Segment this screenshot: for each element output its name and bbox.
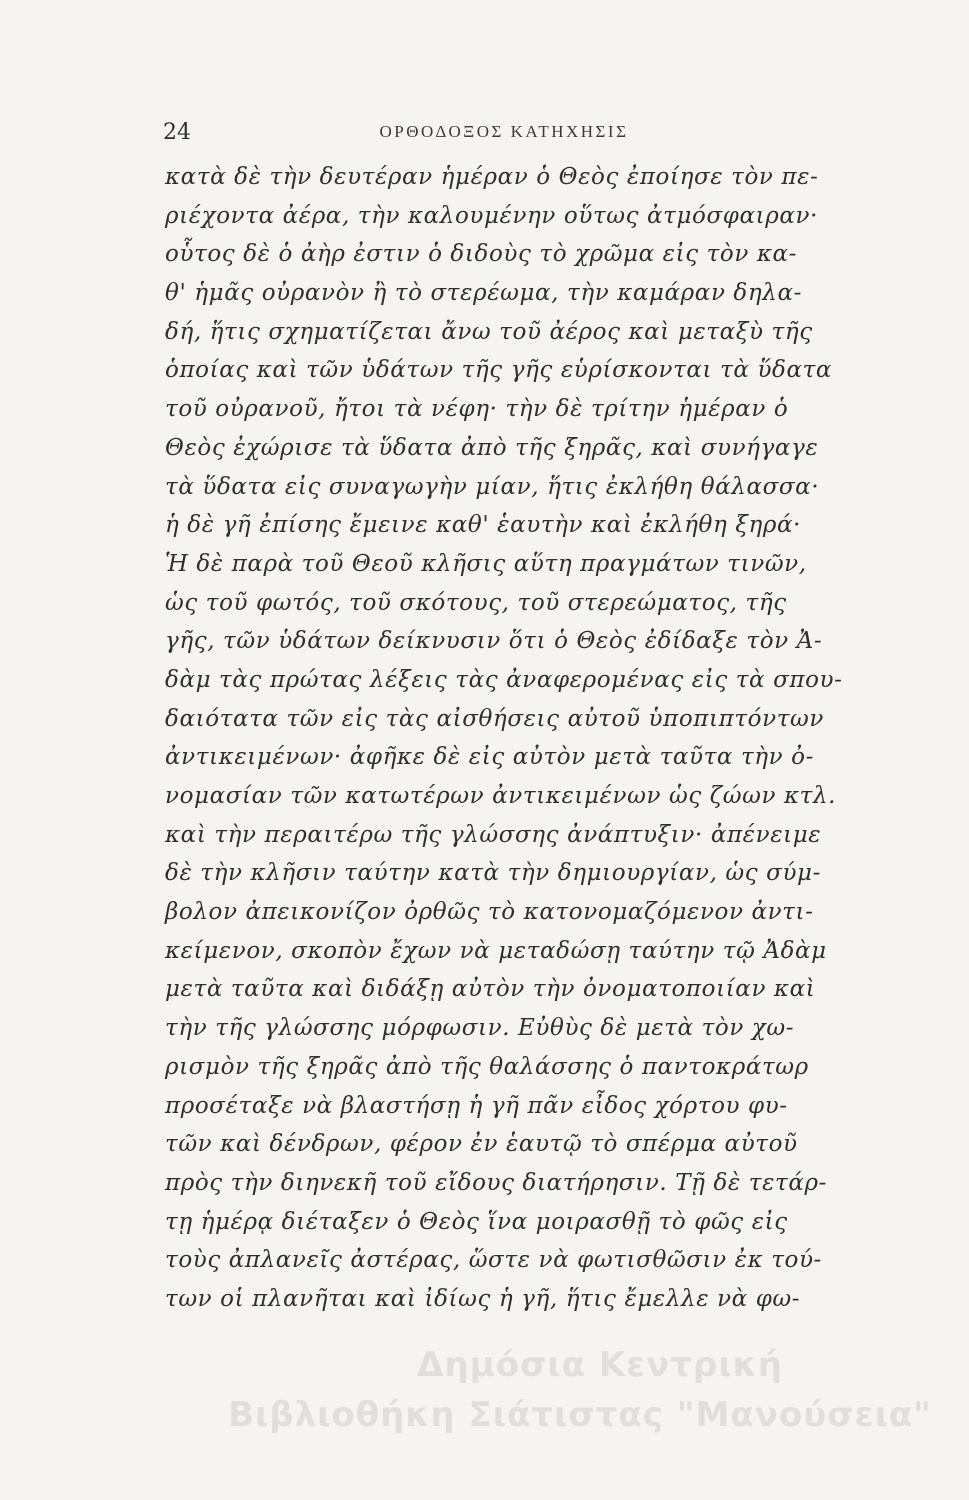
running-title: ΟΡΘΟΔΟΞΟΣ ΚΑΤΗΧΗΣΙΣ — [379, 122, 629, 141]
text-line: ριέχοντα ἀέρα, τὴν καλουμένην οὕτως ἀτμόσφαιραν· — [165, 202, 818, 229]
body-text — [165, 158, 855, 1319]
watermark-line-2: Βιβλιοθήκη Σιάτιστας "Μανούσεια" — [228, 1395, 932, 1435]
text-line: οὗτος δὲ ὁ ἀὴρ ἐστιν ὁ διδοὺς τὸ χρῶμα εἰς τὸν κα- — [165, 241, 798, 268]
text-line: γῆς, τῶν ὑδάτων δείκνυσιν ὅτι ὁ Θεὸς ἐδίδαξε τὸν Ἀ- — [165, 628, 823, 655]
text-line: ρισμὸν τῆς ξηρᾶς ἀπὸ τῆς θαλάσσης ὁ παντοκράτωρ — [165, 1053, 809, 1080]
watermark-line-1: Δημόσια Κεντρική — [417, 1345, 783, 1385]
text-line: καὶ τὴν περαιτέρω τῆς γλώσσης ἀνάπτυξιν· ἀπένειμε — [165, 821, 822, 848]
text-line: τοὺς ἀπλανεῖς ἀστέρας, ὥστε νὰ φωτισθῶσιν ἐκ τού- — [165, 1247, 822, 1274]
text-line: προσέταξε νὰ βλαστήσῃ ἡ γῆ πᾶν εἶδος χόρτου φυ- — [165, 1092, 788, 1119]
text-line: ἀντικειμένων· ἀφῆκε δὲ εἰς αὐτὸν μετὰ ταῦτα τὴν ὀ- — [165, 744, 814, 771]
text-line: τὴν τῆς γλώσσης μόρφωσιν. Εὐθὺς δὲ μετὰ τὸν χω- — [165, 1015, 795, 1042]
text-line: τοῦ οὐρανοῦ, ἤτοι τὰ νέφη· τὴν δὲ τρίτην ἡμέραν ὁ — [165, 396, 789, 423]
text-line: ὁποίας καὶ τῶν ὑδάτων τῆς γῆς εὑρίσκονται τὰ ὕδατα — [165, 357, 833, 384]
text-line: μετὰ ταῦτα καὶ διδάξῃ αὐτὸν τὴν ὀνοματοποιίαν καὶ — [165, 976, 816, 1003]
text-line: δή, ἥτις σχηματίζεται ἄνω τοῦ ἀέρος καὶ μεταξὺ τῆς — [165, 318, 813, 345]
page-number: 24 — [163, 120, 191, 145]
text-line: τῶν καὶ δένδρων, φέρον ἐν ἑαυτῷ τὸ σπέρμα αὐτοῦ — [165, 1131, 798, 1158]
text-line: τὰ ὕδατα εἰς συναγωγὴν μίαν, ἥτις ἐκλήθη θάλασσα· — [165, 473, 820, 500]
text-line: θ' ἡμᾶς οὐρανὸν ἢ τὸ στερέωμα, τὴν καμάραν δηλα- — [165, 280, 802, 307]
text-line: κείμενον, σκοπὸν ἔχων νὰ μεταδώσῃ ταύτην τῷ Ἀδὰμ — [165, 937, 827, 964]
text-line: πρὸς τὴν διηνεκῆ τοῦ εἴδους διατήρησιν. Τῇ δὲ τετάρ- — [165, 1169, 827, 1196]
text-line: δαιότατα τῶν εἰς τὰς αἰσθήσεις αὐτοῦ ὑποπιπτόντων — [165, 705, 824, 732]
text-line: Ἡ δὲ παρὰ τοῦ Θεοῦ κλῆσις αὕτη πραγμάτων τινῶν, — [165, 550, 807, 577]
text-line: δὰμ τὰς πρώτας λέξεις τὰς ἀναφερομένας εἰς τὰ σπου- — [165, 666, 843, 693]
text-line: κατὰ δὲ τὴν δευτέραν ἡμέραν ὁ Θεὸς ἐποίησε τὸν πε- — [165, 164, 819, 190]
text-line: δὲ τὴν κλῆσιν ταύτην κατὰ τὴν δημιουργίαν, ὡς σύμ- — [165, 860, 821, 887]
text-line: Θεὸς ἐχώρισε τὰ ὕδατα ἀπὸ τῆς ξηρᾶς, καὶ συνήγαγε — [165, 434, 819, 461]
text-line: τῃ ἡμέρᾳ διέταξεν ὁ Θεὸς ἵνα μοιρασθῇ τὸ φῶς εἰς — [165, 1208, 788, 1235]
page-header — [163, 120, 845, 150]
text-line: νομασίαν τῶν κατωτέρων ἀντικειμένων ὡς ζώων κτλ. — [165, 783, 837, 809]
text-line: των οἱ πλανῆται καὶ ἰδίως ἡ γῆ, ἥτις ἔμελλε νὰ φω- — [165, 1285, 801, 1312]
text-line: βολον ἀπεικονίζον ὀρθῶς τὸ κατονομαζόμενον ἀντι- — [165, 899, 814, 926]
text-line: ἡ δὲ γῆ ἐπίσης ἔμεινε καθ' ἑαυτὴν καὶ ἐκλήθη ξηρά· — [165, 512, 802, 539]
text-line: ὡς τοῦ φωτός, τοῦ σκότους, τοῦ στερεώματος, τῆς — [165, 589, 787, 616]
